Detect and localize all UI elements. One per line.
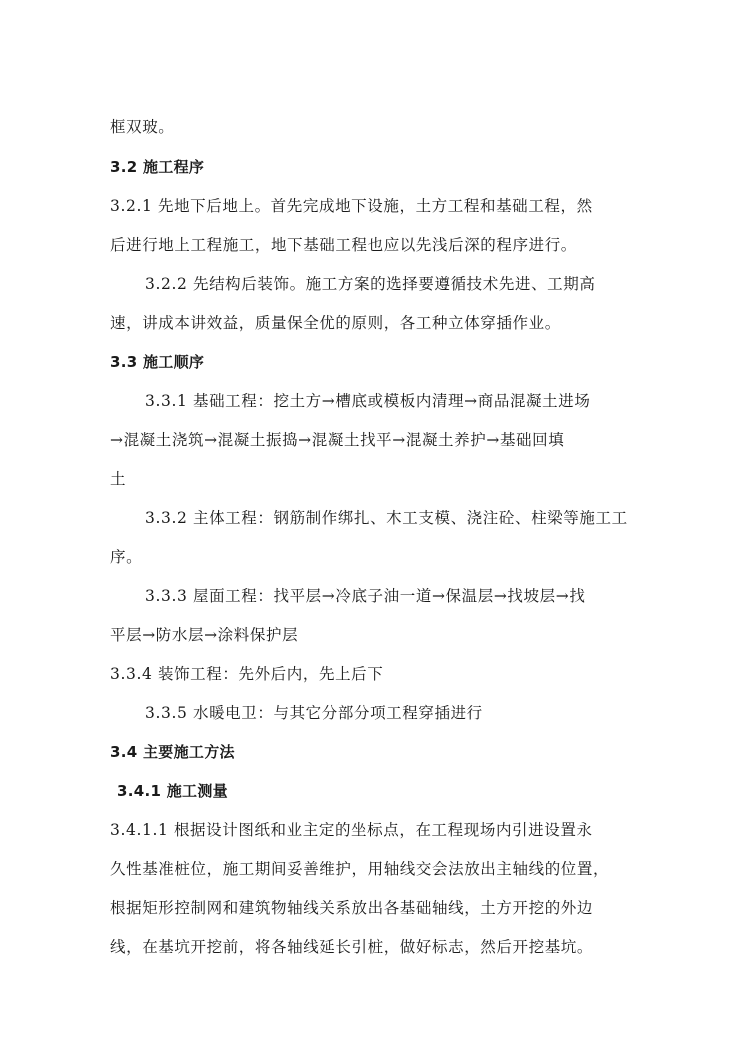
paragraph-3-3-2-line-2: 序。 bbox=[110, 548, 143, 566]
paragraph-3-4-1-1-line-3: 根据矩形控制网和建筑物轴线关系放出各基础轴线，土方开挖的外边 bbox=[110, 899, 594, 917]
paragraph-3-2-1-line-1: 3.2.1 先地下后地上。首先完成地下设施，土方工程和基础工程，然 bbox=[110, 197, 593, 215]
paragraph-3-2-2-line-1: 3.2.2 先结构后装饰。施工方案的选择要遵循技术先进、工期高 bbox=[145, 275, 596, 293]
paragraph-3-3-1-line-3: 土 bbox=[110, 470, 127, 488]
paragraph-3-2-1-line-2: 后进行地上工程施工，地下基础工程也应以先浅后深的程序进行。 bbox=[110, 236, 577, 254]
section-heading-3-2: 3.2 施工程序 bbox=[110, 158, 205, 176]
paragraph-3-3-5: 3.3.5 水暖电卫：与其它分部分项工程穿插进行 bbox=[145, 704, 483, 722]
paragraph-3-4-1-1-line-4: 线，在基坑开挖前，将各轴线延长引桩，做好标志，然后开挖基坑。 bbox=[110, 938, 594, 956]
paragraph-3-3-3-line-2: 平层→防水层→涂料保护层 bbox=[110, 626, 299, 644]
paragraph-3-4-1-1-line-1: 3.4.1.1 根据设计图纸和业主定的坐标点，在工程现场内引进设置永 bbox=[110, 821, 593, 839]
section-heading-3-3: 3.3 施工顺序 bbox=[110, 353, 205, 371]
section-heading-3-4: 3.4 主要施工方法 bbox=[110, 743, 235, 761]
body-text-line: 框双玻。 bbox=[110, 118, 175, 136]
paragraph-3-3-2-line-1: 3.3.2 主体工程：钢筋制作绑扎、木工支模、浇注砼、柱梁等施工工 bbox=[145, 509, 628, 527]
paragraph-3-3-1-line-1: 3.3.1 基础工程：挖土方→槽底或模板内清理→商品混凝土进场 bbox=[145, 392, 591, 410]
paragraph-3-2-2-line-2: 速，讲成本讲效益，质量保全优的原则，各工种立体穿插作业。 bbox=[110, 314, 561, 332]
paragraph-3-4-1-1-line-2: 久性基准桩位，施工期间妥善维护，用轴线交会法放出主轴线的位置， bbox=[110, 860, 610, 878]
paragraph-3-3-1-line-2: →混凝土浇筑→混凝土振捣→混凝土找平→混凝土养护→基础回填 bbox=[110, 431, 565, 449]
paragraph-3-3-4: 3.3.4 装饰工程：先外后内，先上后下 bbox=[110, 665, 384, 683]
subsection-heading-3-4-1: 3.4.1 施工测量 bbox=[117, 782, 228, 800]
paragraph-3-3-3-line-1: 3.3.3 屋面工程：找平层→冷底子油一道→保温层→找坡层→找 bbox=[145, 587, 586, 605]
